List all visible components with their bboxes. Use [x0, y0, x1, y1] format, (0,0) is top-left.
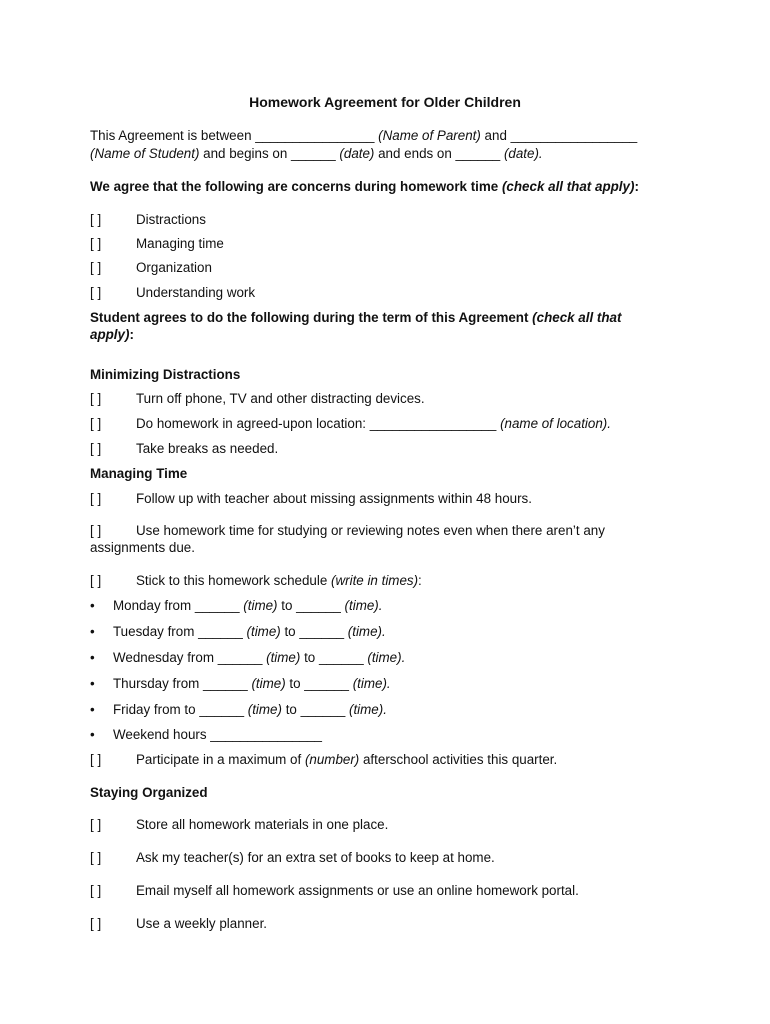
- time-item: Follow up with teacher about missing assignments within 48 hours.: [136, 491, 532, 506]
- section-heading-distractions: Minimizing Distractions: [90, 367, 241, 382]
- intro-text: and ends on ______: [374, 146, 504, 161]
- blank: ______: [194, 598, 240, 613]
- time-label: (time): [246, 624, 281, 639]
- intro-line-2: [90, 145, 543, 162]
- heading-colon: :: [129, 327, 134, 342]
- checkbox[interactable]: [ ]: [90, 916, 102, 931]
- student-heading-line-1: [90, 309, 621, 326]
- item-colon: :: [418, 573, 422, 588]
- time-label: (time).: [344, 598, 383, 613]
- checkbox[interactable]: [ ]: [90, 523, 102, 538]
- intro-line-1: [90, 127, 637, 144]
- time-label: (time).: [349, 702, 387, 717]
- item-text: Stick to this homework schedule: [136, 573, 331, 588]
- checkbox[interactable]: [ ]: [90, 850, 102, 865]
- intro-italic: (date).: [503, 146, 543, 161]
- section-heading-time: Managing Time: [90, 466, 188, 481]
- time-item: [136, 751, 557, 768]
- blank: ______: [203, 676, 248, 691]
- time-label: (time).: [352, 676, 391, 691]
- heading-text: We agree that the following are concerns during homework time: [90, 179, 502, 194]
- item-text: afterschool activities this quarter.: [359, 752, 558, 767]
- distraction-item: Turn off phone, TV and other distracting devices.: [136, 391, 425, 406]
- checkbox[interactable]: [ ]: [90, 817, 102, 832]
- blank: ______: [217, 650, 263, 665]
- intro-text: This Agreement is between ________________: [90, 128, 379, 143]
- bullet-icon: •: [90, 727, 95, 742]
- blank: ______: [300, 702, 346, 717]
- time-item-continued: assignments due.: [90, 540, 195, 555]
- time-label: (time): [247, 702, 282, 717]
- organized-item: Use a weekly planner.: [136, 916, 268, 931]
- organized-item: Ask my teacher(s) for an extra set of books to keep at home.: [136, 850, 495, 865]
- schedule-day: [113, 649, 405, 666]
- intro-text: and begins on ______: [199, 146, 340, 161]
- checkbox[interactable]: [ ]: [90, 491, 102, 506]
- item-italic: (write in times): [331, 573, 419, 588]
- organized-item: Email myself all homework assignments or use an online homework portal.: [136, 883, 579, 898]
- checkbox[interactable]: [ ]: [90, 236, 102, 251]
- checkbox[interactable]: [ ]: [90, 391, 102, 406]
- heading-italic: apply): [90, 327, 130, 342]
- day-text: to: [280, 624, 300, 639]
- checkbox[interactable]: [ ]: [90, 573, 102, 588]
- heading-italic: (check all that apply): [501, 179, 635, 194]
- checkbox[interactable]: [ ]: [90, 441, 102, 456]
- student-heading-line-2: [90, 326, 134, 343]
- bullet-icon: •: [90, 650, 95, 665]
- day-text: to: [300, 650, 319, 665]
- checkbox[interactable]: [ ]: [90, 212, 102, 227]
- concern-item: Organization: [136, 260, 212, 275]
- blank: ______: [299, 624, 345, 639]
- checkbox[interactable]: [ ]: [90, 883, 102, 898]
- time-label: (time).: [367, 650, 406, 665]
- concern-item: Managing time: [136, 236, 224, 251]
- day-text: Monday from: [113, 598, 195, 613]
- day-text: to: [285, 676, 305, 691]
- time-label: (time).: [347, 624, 386, 639]
- blank: ______: [318, 650, 364, 665]
- blank: ______: [198, 624, 243, 639]
- item-italic: (number): [304, 752, 360, 767]
- intro-italic: (Name of Parent): [378, 128, 481, 143]
- bullet-icon: •: [90, 702, 95, 717]
- concern-item: Understanding work: [136, 285, 256, 300]
- schedule-day: [113, 623, 386, 640]
- time-label: (time): [266, 650, 301, 665]
- checkbox[interactable]: [ ]: [90, 260, 102, 275]
- intro-text: and _________________: [480, 128, 638, 143]
- checkbox[interactable]: [ ]: [90, 285, 102, 300]
- item-text: Do homework in agreed-upon location: _________________: [136, 416, 501, 431]
- blank: ______: [296, 598, 341, 613]
- distraction-item: Take breaks as needed.: [136, 441, 279, 456]
- time-item: [136, 572, 422, 589]
- bullet-icon: •: [90, 624, 95, 639]
- day-text: Friday from to: [113, 702, 200, 717]
- schedule-day: [113, 597, 382, 614]
- day-text: to: [281, 702, 301, 717]
- schedule-day: [113, 675, 391, 692]
- section-heading-organized: Staying Organized: [90, 785, 208, 800]
- bullet-icon: •: [90, 598, 95, 613]
- schedule-day: [113, 701, 387, 718]
- concerns-heading: [90, 178, 639, 195]
- schedule-weekend: Weekend hours _______________: [113, 727, 322, 742]
- heading-italic: (check all that: [532, 310, 622, 325]
- concern-item: Distractions: [136, 212, 206, 227]
- time-item: Use homework time for studying or reviewing notes even when there aren’t any: [136, 523, 605, 538]
- heading-colon: :: [634, 179, 639, 194]
- day-text: Tuesday from: [113, 624, 199, 639]
- intro-italic: (date): [339, 146, 375, 161]
- time-label: (time): [243, 598, 278, 613]
- item-italic: (name of location).: [500, 416, 611, 431]
- blank: ______: [304, 676, 349, 691]
- day-text: to: [277, 598, 297, 613]
- day-text: Wednesday from: [113, 650, 218, 665]
- page-title: Homework Agreement for Older Children: [249, 94, 521, 110]
- distraction-item: [136, 415, 611, 432]
- checkbox[interactable]: [ ]: [90, 416, 102, 431]
- day-text: Thursday from: [113, 676, 204, 691]
- intro-italic: (Name of Student): [90, 146, 200, 161]
- bullet-icon: •: [90, 676, 95, 691]
- time-label: (time): [251, 676, 286, 691]
- item-text: Participate in a maximum of: [136, 752, 305, 767]
- checkbox[interactable]: [ ]: [90, 752, 102, 767]
- blank: ______: [199, 702, 245, 717]
- organized-item: Store all homework materials in one place.: [136, 817, 389, 832]
- heading-text: Student agrees to do the following during the term of this Agreement: [90, 310, 533, 325]
